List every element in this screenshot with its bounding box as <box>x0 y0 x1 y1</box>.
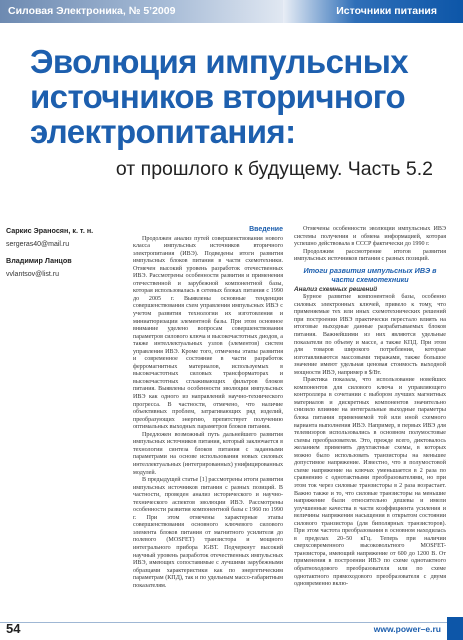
section-heading-results: Итоги развития импульсных ИВЭ в части схемотехники <box>303 265 437 284</box>
journal-issue: Силовая Электроника, № 5’2009 <box>8 5 176 17</box>
author-1 <box>6 226 126 235</box>
author-1-email[interactable] <box>6 241 126 248</box>
author-name: Владимир Ланцов <box>6 256 72 265</box>
text-column-1 <box>133 226 283 590</box>
footer-divider <box>0 622 463 623</box>
page-header <box>0 0 463 23</box>
author-2-email[interactable] <box>6 271 126 278</box>
paragraph: Продолжим рассмотрение итогов развития импульсных источников питания с разных позиций. <box>294 248 446 263</box>
author-email[interactable]: sergeras40@mail.ru <box>6 241 70 248</box>
paragraph: Практика показала, что использование новейших компонентов для силового ключа и управляющего контроллера в сочетании с выбором лучших магнитных материалов и дискретных компонентов значительно снизило влияние на интегральные выходные параметры блока питания применяемой той или иной схемного варианта выполнения ИВЭ. Например, в первых ИВЭ для телевизоров использовались в основном полумостовые схемы преобразователя. Это, прежде всего, диктовалось желанием применять двухтактные схемы, в которых можно было использовать транзисторы на меньшее допустимое напряжение. Известно, что в полумостовой схеме напряжение на ключах уменьшается в 2 раза по сравнению с однотактными преобразователями, но при этом ток через силовые транзисторы в 2 раза возрастает. Важно также и то, что силовые транзисторы на меньшие напряжение были относительно дешевы и имели улучшенные качества в части коэффициента усиления и величины напряжения насыщения в открытом состоянии силового транзистора (для биполярных транзисторов). При этом частота преобразования в основном находилась в пределах 20–50 кГц. Теперь при наличии сверхсовременного высоковольтного MOSFET-транзистора, имеющий напряжение от 600 до 1200 В. От применения в построении ИВЭ по схеме однотактного обратноходового преобразователя или по схеме однотактного прямоходового преобразователя с двумя одновременно вклю- <box>294 377 446 588</box>
text-column-2 <box>294 226 446 589</box>
paragraph: Отмечены особенности эволюции импульсных ИВЭ системы получения и обмена информацией, которая успешно действовала в СССР фактически до 1990 г. <box>294 226 446 248</box>
article-subtitle: от прошлого к будущему. Часть 5.2 <box>115 158 433 180</box>
paragraph: В предыдущей статье [1] рассмотрены итоги развития импульсных источников питания с разных позиций. В частности, проведен анализ исторического и научно-технического аспектов эволюции ИВЭ. Рассмотрены особенности развития компонентной базы с 1960 по 1990 г. При этом отмечены характерные этапы совершенствования основного ключевого силового элемента блоков питания от магнитного усилителя до полевого (MOSFET) транзистора и мощного интегрального прибора IGBT. Подчеркнут высокий научный уровень разработок отечественных импульсных ИВЭ, имеющих сопоставимые с лучшими зарубежными образцами характеристики как по энергетическим параметрам (КПД), так и по удельным массо-габаритным показателям. <box>133 477 283 589</box>
website-link[interactable]: www.power–e.ru <box>373 624 441 634</box>
paragraph: Бурное развитие компонентной базы, особенно силовых электронных ключей, привело к тому, что применяемые тех или иных схемотехнических решений при построении ИВЭ практически перестало влиять на итоговые выходные данные разрабатываемых блоков питания. Важнейшими из них являются удельные показатели по объему и массе, а также КПД. При этом для товаров широкого потребления, которые изготавливаются массовыми тиражами, также большое значение имеют удельная ценовая стоимость выходной мощности ИВЭ, например в $/Вт. <box>294 294 446 376</box>
subsection-heading: Анализ схемных решений <box>294 285 378 293</box>
author-name: Саркис Эраносян, к. т. н. <box>6 226 94 235</box>
paragraph: Продолжен анализ путей совершенствования нового класса импульсных источников вторичного электропитания (ИВЭ). Подведены итоги развития импульсных блоков питания в части схемотехники. Отмечен высокий уровень разработок отечественных ИВЭ. Рассмотрены особенности развития и применения отечественной и зарубежной компонентной базы, которая использовалась в сетевых блоках питания с 1990 до 2005 г. Выявлены основные тенденции совершенствования схем управления импульсных ИВЭ с учетом развития технологии их изготовления и миниатюризации элементной базы. При этом основное внимание уделено вопросам совершенствования параметров силового ключа и высокочастотных диодов, а также интеллектуальных узлов (элементов) систем управления ИВЭ. Кроме того, отмечены этапы развития и современное состояние в части разработок ферромагнитных материалов, используемых в высокочастотных силовых трансформаторах и высокочастотных сглаживающих фильтров блоков питания. Выявлены особенности эволюции импульсных ИВЭ как одного из направлений научно-технического прогресса. В частности, отмечено, что наличие объективных проблем, затрагивающих ряд изделий, преобразующих энергию, препятствует получению оптимальных выходных параметров блоков питания. <box>133 235 283 431</box>
article-title: Эволюция импульсных источников вторичного электропитания: <box>30 43 409 150</box>
author-email[interactable]: vvlantsov@list.ru <box>6 271 60 278</box>
footer-corner-block <box>447 617 463 640</box>
page-number: 54 <box>6 621 21 636</box>
paragraph: Предложен возможный путь дальнейшего развития импульсных источников питания, который заключается в технологии синтеза блоков питания с заданными параметрами на основе использования новых силовых интеллектуальных (интегрированных) унифицированных модулей. <box>133 431 283 476</box>
section-heading-intro: Введение <box>249 226 283 233</box>
section-name: Источники питания <box>336 5 437 17</box>
author-2 <box>6 256 126 265</box>
